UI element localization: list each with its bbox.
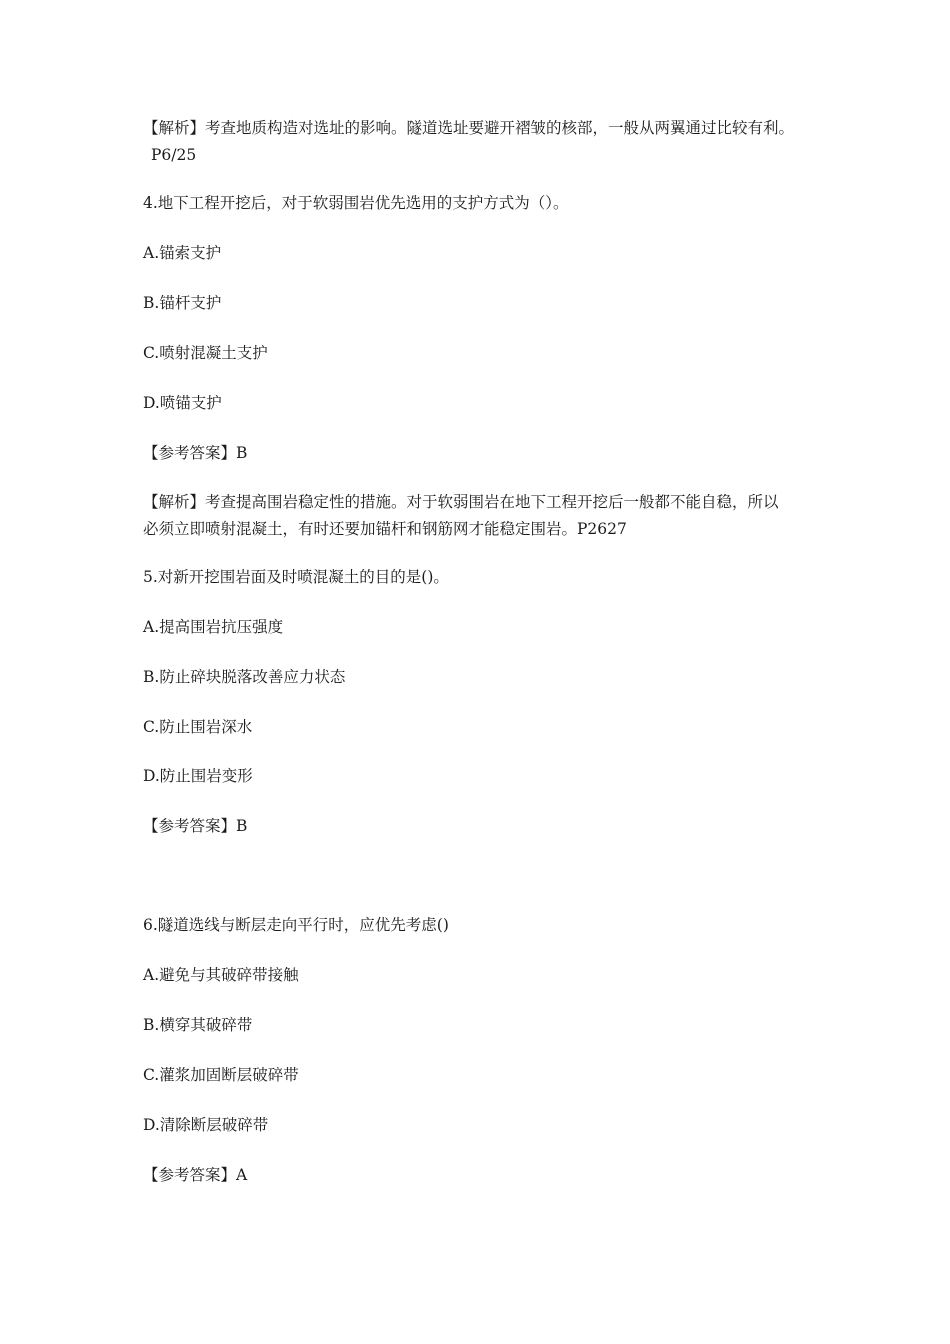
question-5-option-a: A.提高围岩抗压强度 xyxy=(143,618,284,636)
question-6-stem: 6.隧道选线与断层走向平行时，应优先考虑() xyxy=(143,916,449,934)
question-6-option-d: D.清除断层破碎带 xyxy=(143,1116,269,1134)
question-5-stem: 5.对新开挖围岩面及时喷混凝土的目的是()。 xyxy=(143,568,449,586)
question-5-option-d: D.防止围岩变形 xyxy=(143,767,253,785)
question-4-option-c: C.喷射混凝土支护 xyxy=(143,344,268,362)
question-4-answer: 【参考答案】B xyxy=(143,444,248,462)
question-6-option-b: B.横穿其破碎带 xyxy=(143,1016,253,1034)
question-6-option-c: C.灌浆加固断层破碎带 xyxy=(143,1066,299,1084)
question-6-option-a: A.避免与其破碎带接触 xyxy=(143,966,299,984)
question-4-option-a: A.锚索支护 xyxy=(143,244,222,262)
analysis-4-line-2: 必须立即喷射混凝土，有时还要加锚杆和钢筋网才能稳定围岩。P2627 xyxy=(143,520,627,538)
question-4-stem: 4.地下工程开挖后，对于软弱围岩优先选用的支护方式为（）。 xyxy=(143,194,569,212)
question-4-option-d: D.喷锚支护 xyxy=(143,394,222,412)
analysis-3-page-ref: P6/25 xyxy=(151,146,197,164)
question-6-answer: 【参考答案】A xyxy=(143,1166,248,1184)
question-4-option-b: B.锚杆支护 xyxy=(143,294,222,312)
analysis-4-line-1: 【解析】考查提高围岩稳定性的措施。对于软弱围岩在地下工程开挖后一般都不能自稳，所以 xyxy=(143,493,779,511)
question-5-option-c: C.防止围岩深水 xyxy=(143,718,253,736)
question-5-answer: 【参考答案】B xyxy=(143,817,248,835)
question-5-option-b: B.防止碎块脱落改善应力状态 xyxy=(143,668,346,686)
analysis-3-line-1: 【解析】考查地质构造对选址的影响。隧道选址要避开褶皱的核部，一般从两翼通过比较有利。 xyxy=(143,119,795,137)
